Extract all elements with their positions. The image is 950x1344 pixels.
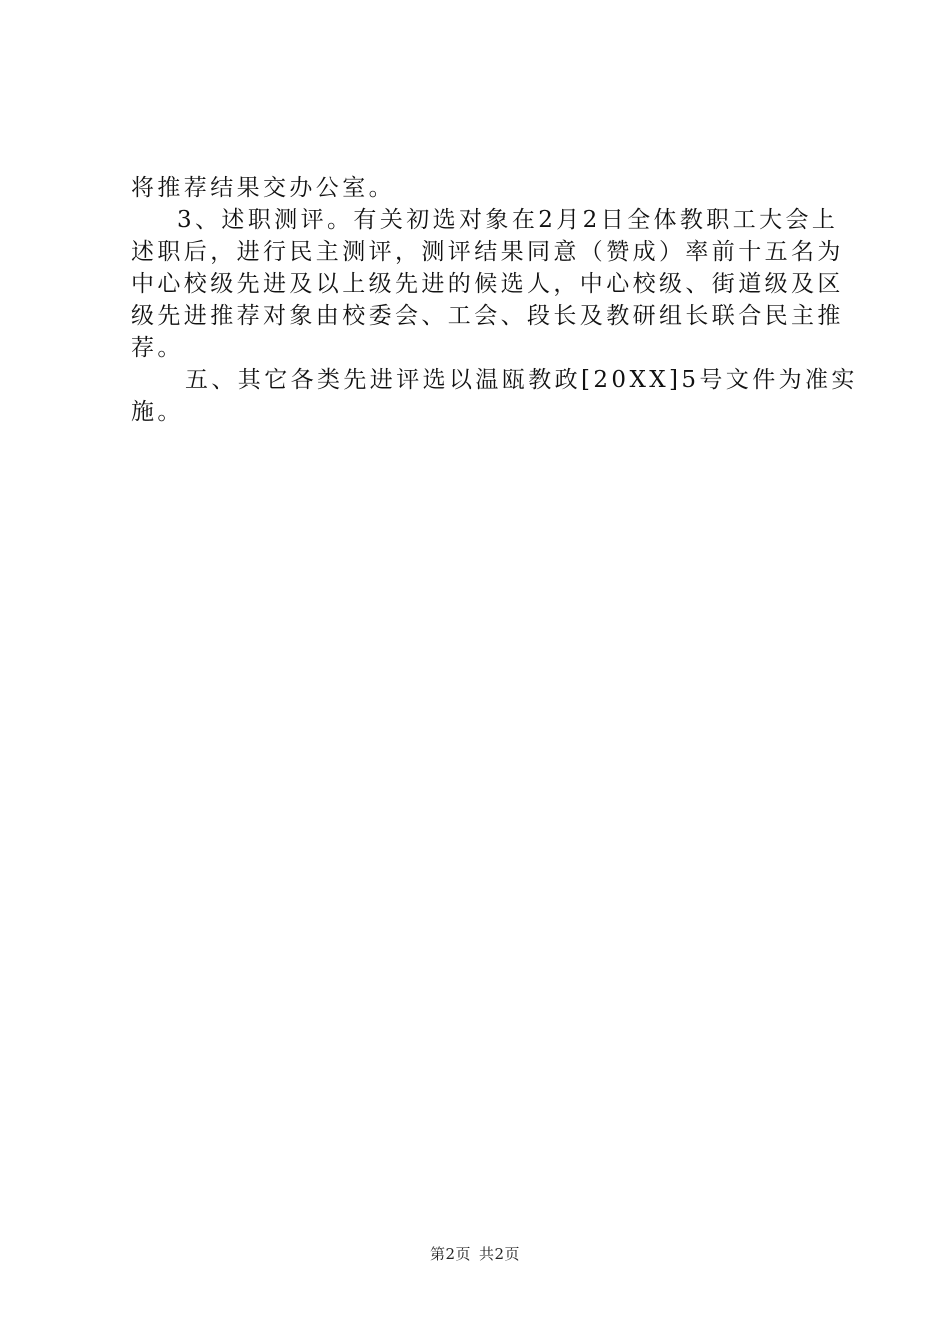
paragraph-line: 3、述职测评。有关初选对象在2月2日全体教职工大会上 [177, 207, 839, 233]
page-footer [0, 1244, 950, 1264]
paragraph-line: 施。 [131, 399, 184, 425]
paragraph-line: 荐。 [131, 335, 184, 361]
page-number: 第2页 [429, 1245, 471, 1263]
paragraph-line: 述职后，进行民主测评，测评结果同意（赞成）率前十五名为 [131, 239, 844, 265]
paragraph-line: 将推荐结果交办公室。 [131, 175, 395, 201]
paragraph-line: 级先进推荐对象由校委会、工会、段长及教研组长联合民主推 [131, 303, 844, 329]
paragraph-line: 五、其它各类先进评选以温瓯教政[20XX]5号文件为准实 [185, 367, 858, 393]
page-total: 共2页 [479, 1245, 521, 1263]
paragraph-line: 中心校级先进及以上级先进的候选人，中心校级、街道级及区 [131, 271, 844, 297]
document-body [131, 172, 858, 428]
